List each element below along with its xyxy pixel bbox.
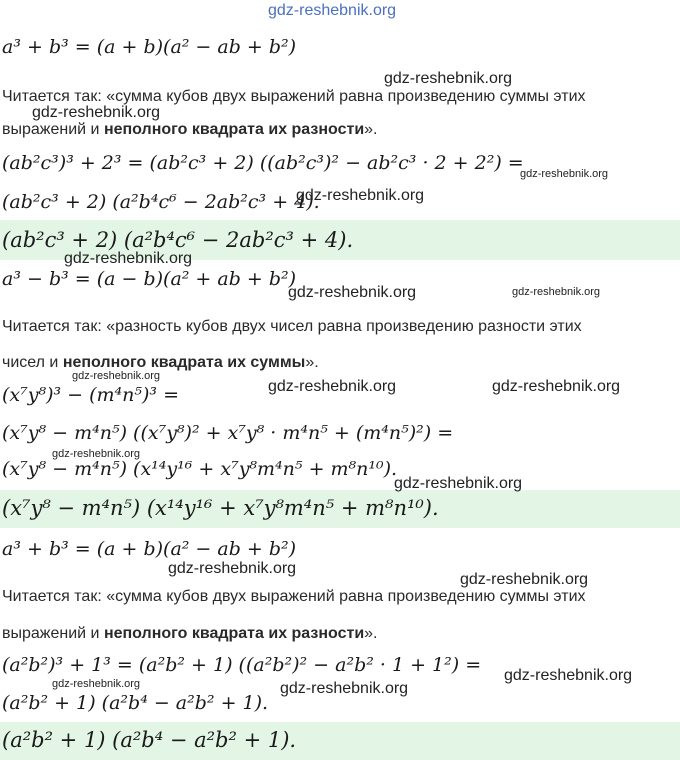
watermark: gdz-reshebnik.org (168, 560, 297, 577)
watermark: gdz-reshebnik.org (52, 448, 141, 460)
reading-suffix: ». (364, 625, 378, 642)
solution-step-2: (ab²c³ + 2) (a²b⁴c⁶ − 2ab²c³ + 4). (2, 191, 320, 213)
answer: (x⁷y⁸ − m⁴n⁵) (x¹⁴y¹⁶ + x⁷y⁸m⁴n⁵ + m⁸n¹⁰). (2, 496, 439, 520)
answer: (ab²c³ + 2) (a²b⁴c⁶ − 2ab²c³ + 4). (2, 228, 354, 252)
watermark: gdz-reshebnik.org (296, 187, 425, 204)
reading-line-2 (2, 625, 378, 643)
solution-step-2: (a²b² + 1) (a²b⁴ − a²b² + 1). (2, 692, 269, 714)
solution-step-2: (x⁷y⁸ − m⁴n⁵) ((x⁷y⁸)² + x⁷y⁸ · m⁴n⁵ + (m⁴n⁵)²) = (2, 422, 454, 444)
watermark: gdz-reshebnik.org (512, 286, 601, 298)
watermark: gdz-reshebnik.org (52, 678, 141, 690)
formula-sum-of-cubes: a³ + b³ = (a + b)(a² − ab + b²) (2, 36, 297, 58)
reading-line-1: Читается так: «сумма кубов двух выражений равна произведению суммы этих (2, 88, 586, 105)
solution-step-1: (ab²c³)³ + 2³ = (ab²c³ + 2) ((ab²c³)² − ab²c³ · 2 + 2²) = (2, 152, 524, 174)
reading-bold: неполного квадрата их суммы (62, 354, 306, 371)
watermark: gdz-reshebnik.org (280, 680, 409, 697)
watermark: gdz-reshebnik.org (268, 2, 397, 19)
reading-line-2-prefix: выражений и (2, 625, 104, 642)
solution-step-1: (a²b²)³ + 1³ = (a²b² + 1) ((a²b²)² − a²b² · 1 + 1²) = (2, 654, 482, 676)
watermark: gdz-reshebnik.org (492, 378, 621, 395)
watermark: gdz-reshebnik.org (64, 250, 193, 267)
reading-line-1: Читается так: «разность кубов двух чисел равна произведению разности этих (2, 318, 582, 335)
solution-step-3: (x⁷y⁸ − m⁴n⁵) (x¹⁴y¹⁶ + x⁷y⁸m⁴n⁵ + m⁸n¹⁰). (2, 458, 398, 480)
reading-line-2 (2, 121, 378, 139)
reading-line-2-prefix: чисел и (2, 354, 63, 371)
reading-line-2 (2, 354, 319, 372)
watermark: gdz-reshebnik.org (384, 70, 513, 87)
solution-step-1: (x⁷y⁸)³ − (m⁴n⁵)³ = (2, 384, 180, 406)
watermark: gdz-reshebnik.org (460, 571, 589, 588)
watermark: gdz-reshebnik.org (394, 475, 523, 492)
reading-bold: неполного квадрата их разности (103, 121, 365, 138)
reading-line-1: Читается так: «сумма кубов двух выражений равна произведению суммы этих (2, 588, 586, 605)
watermark: gdz-reshebnik.org (32, 104, 161, 121)
reading-suffix: ». (305, 354, 319, 371)
formula-sum-of-cubes: a³ + b³ = (a + b)(a² − ab + b²) (2, 538, 297, 560)
reading-line-2-prefix: выражений и (2, 121, 104, 138)
answer: (a²b² + 1) (a²b⁴ − a²b² + 1). (2, 728, 297, 752)
watermark: gdz-reshebnik.org (520, 168, 609, 180)
watermark: gdz-reshebnik.org (268, 378, 397, 395)
watermark: gdz-reshebnik.org (72, 370, 161, 382)
watermark: gdz-reshebnik.org (504, 667, 633, 684)
formula-difference-of-cubes: a³ − b³ = (a − b)(a² + ab + b²) (2, 268, 297, 290)
reading-bold: неполного квадрата их разности (103, 625, 365, 642)
watermark: gdz-reshebnik.org (288, 284, 417, 301)
reading-suffix: ». (364, 121, 378, 138)
